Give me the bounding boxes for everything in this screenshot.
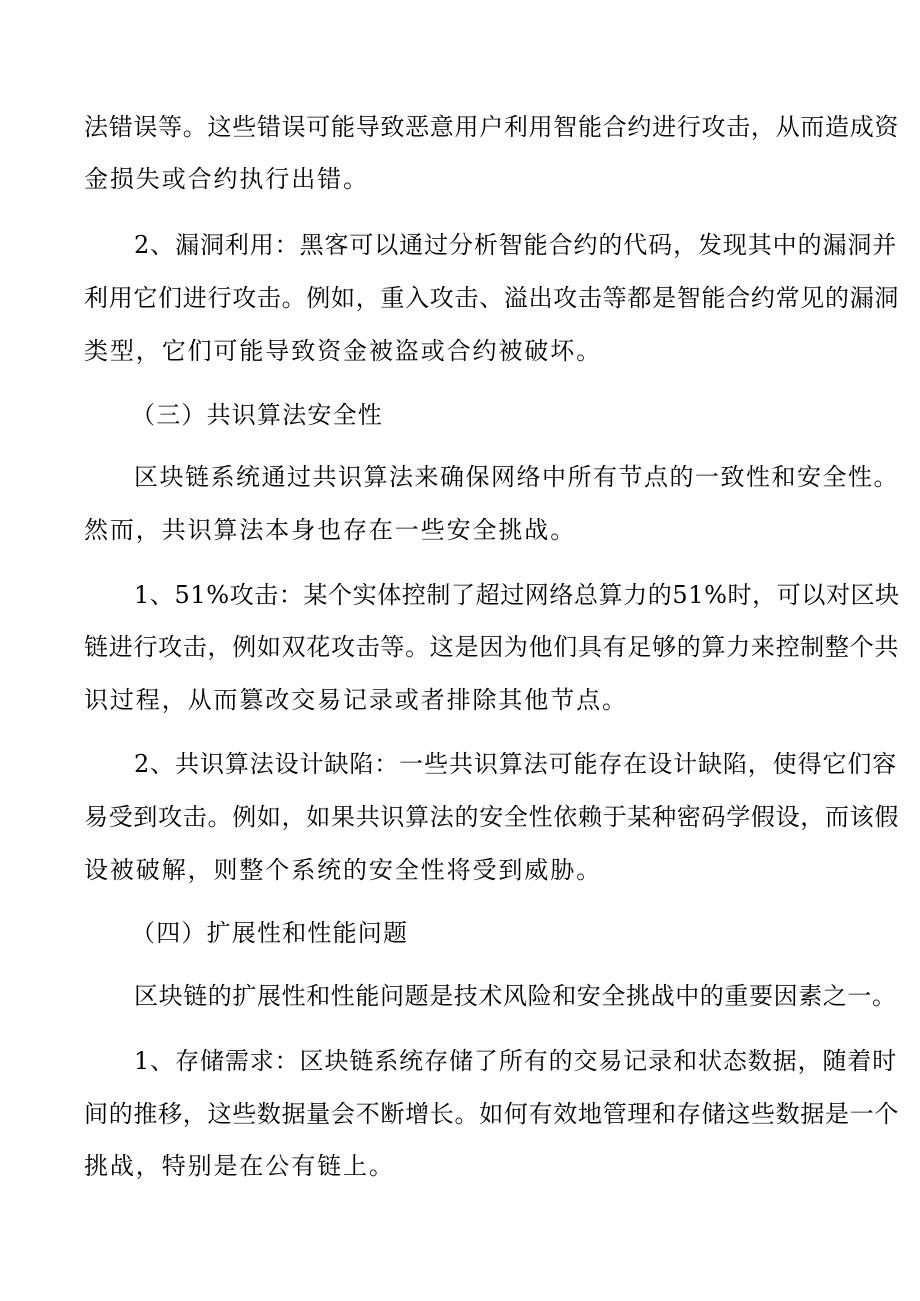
text-line-16: 区块链的扩展性和性能问题是技术风险和安全挑战中的重要因素之一。: [134, 982, 897, 1010]
text-line-17: 1、存储需求：区块链系统存储了所有的交易记录和状态数据，随着时: [134, 1047, 898, 1075]
text-line-18: 间的推移，这些数据量会不断增长。如何有效地管理和存储这些数据是一个: [84, 1100, 900, 1128]
text-line-10: 链进行攻击，例如双花攻击等。这是因为他们具有足够的算力来控制整个共: [84, 633, 900, 661]
text-line-7: 区块链系统通过共识算法来确保网络中所有节点的一致性和安全性。: [134, 463, 899, 491]
text-line-9: 1、51%攻击：某个实体控制了超过网络总算力的51%时，可以对区块: [134, 581, 900, 609]
section-heading-four: （四）扩展性和性能问题: [131, 919, 409, 947]
text-line-13: 易受到攻击。例如，如果共识算法的安全性依赖于某种密码学假设，而该假: [84, 803, 900, 831]
text-line-1: 法错误等。这些错误可能导致恶意用户利用智能合约进行攻击，从而造成资: [84, 113, 900, 141]
text-line-8: 然而，共识算法本身也存在一些安全挑战。: [84, 516, 577, 544]
text-line-19: 挑战，特别是在公有链上。: [84, 1152, 395, 1180]
text-line-5: 类型，它们可能导致资金被盗或合约被破坏。: [84, 337, 602, 365]
text-line-4: 利用它们进行攻击。例如，重入攻击、溢出攻击等都是智能合约常见的漏洞: [84, 284, 900, 312]
text-line-3: 2、漏洞利用：黑客可以通过分析智能合约的代码，发现其中的漏洞并: [134, 231, 898, 259]
section-heading-three: （三）共识算法安全性: [131, 401, 383, 429]
text-line-11: 识过程，从而篡改交易记录或者排除其他节点。: [84, 686, 628, 714]
text-line-2: 金损失或合约执行出错。: [84, 165, 369, 193]
text-line-14: 设被破解，则整个系统的安全性将受到威胁。: [84, 856, 602, 884]
text-line-12: 2、共识算法设计缺陷：一些共识算法可能存在设计缺陷，使得它们容: [134, 750, 898, 778]
